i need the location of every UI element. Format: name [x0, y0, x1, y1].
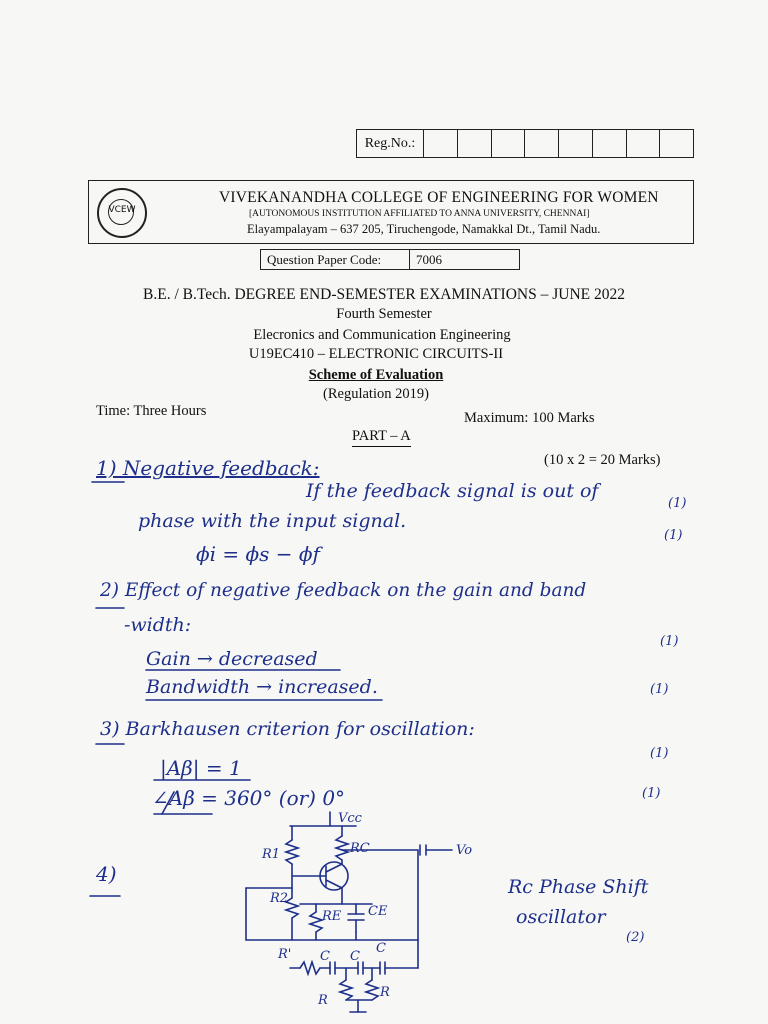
c-label: C	[320, 949, 330, 964]
q2-mark: (1)	[660, 634, 679, 649]
college-address: Elayampalayam – 637 205, Tiruchengode, Namakkal Dt., Tamil Nadu.	[247, 222, 601, 236]
question-paper-code-value: 7006	[416, 252, 442, 267]
exam-title: B.E. / B.Tech. DEGREE END-SEMESTER EXAMINATIONS – JUNE 2022	[143, 286, 625, 303]
q2-mark: (1)	[650, 682, 669, 697]
exam-regulation: (Regulation 2019)	[323, 386, 429, 402]
q3-heading: 3) Barkhausen criterion for oscillation:	[100, 718, 475, 740]
q4-mark: (2)	[626, 930, 645, 945]
q1-line1: If the feedback signal is out of	[306, 480, 599, 502]
r2-label: R2	[270, 891, 289, 906]
r-resistor	[340, 980, 352, 1000]
exam-semester: Fourth Semester	[336, 306, 432, 322]
part-marks: (10 x 2 = 20 Marks)	[544, 452, 661, 468]
re-resistor	[310, 912, 322, 932]
q2-heading: 2) Effect of negative feedback on the gain and band	[100, 580, 587, 601]
r1-resistor	[286, 840, 298, 864]
q2-heading-cont: -width:	[124, 614, 192, 636]
c-label: C	[350, 949, 360, 964]
re-label: RE	[322, 909, 342, 924]
exam-max-marks: Maximum: 100 Marks	[464, 410, 595, 426]
ce-label: CE	[368, 904, 388, 919]
q4-caption: Rc Phase Shift	[508, 876, 649, 898]
q2-gain: Gain → decreased	[146, 648, 318, 670]
q3-mark: (1)	[642, 786, 661, 801]
logo-text: VCEW	[108, 205, 136, 215]
q1-heading: 1) Negative feedback:	[96, 456, 320, 480]
q1-mark: (1)	[664, 528, 683, 543]
q4-caption: oscillator	[516, 906, 606, 928]
exam-course: U19EC410 – ELECTRONIC CIRCUITS-II	[248, 346, 504, 362]
rprime-resistor	[300, 962, 320, 974]
q4-number: 4)	[96, 862, 117, 886]
part-heading: PART – A	[352, 428, 411, 447]
q2-bandwidth: Bandwidth → increased.	[146, 676, 378, 698]
exam-time: Time: Three Hours	[96, 403, 207, 419]
q1-mark: (1)	[668, 496, 687, 511]
q3-mark: (1)	[650, 746, 669, 761]
college-subtitle: [AUTONOMOUS INSTITUTION AFFILIATED TO ANNA UNIVERSITY, CHENNAI]	[249, 209, 590, 219]
q3-line1: |Aβ| = 1	[160, 756, 242, 780]
q3-line2: ∠Aβ = 360° (or) 0°	[152, 786, 346, 810]
r1-label: R1	[262, 847, 281, 862]
r-resistor	[366, 980, 378, 1000]
rc-resistor	[336, 836, 348, 860]
r-label: R	[318, 993, 328, 1008]
rprime-label: R'	[278, 947, 292, 962]
scheme-heading: Scheme of Evaluation	[308, 367, 444, 383]
rc-label: RC	[350, 841, 370, 856]
r-label: R	[380, 985, 390, 1000]
college-name: VIVEKANANDHA COLLEGE OF ENGINEERING FOR WOMEN	[219, 189, 659, 206]
vcc-label: Vcc	[338, 811, 362, 826]
q1-line2: phase with the input signal.	[138, 510, 407, 532]
c-label: C	[376, 941, 386, 956]
vo-label: Vo	[456, 843, 473, 858]
exam-department: Elecronics and Communication Engineering	[253, 327, 511, 343]
q1-formula: ϕi = ϕs − ϕf	[196, 542, 320, 566]
reg-no-label: Reg.No.:	[357, 130, 424, 157]
question-paper-code-label: Question Paper Code:	[261, 250, 410, 269]
q3-angle-side	[162, 792, 174, 814]
